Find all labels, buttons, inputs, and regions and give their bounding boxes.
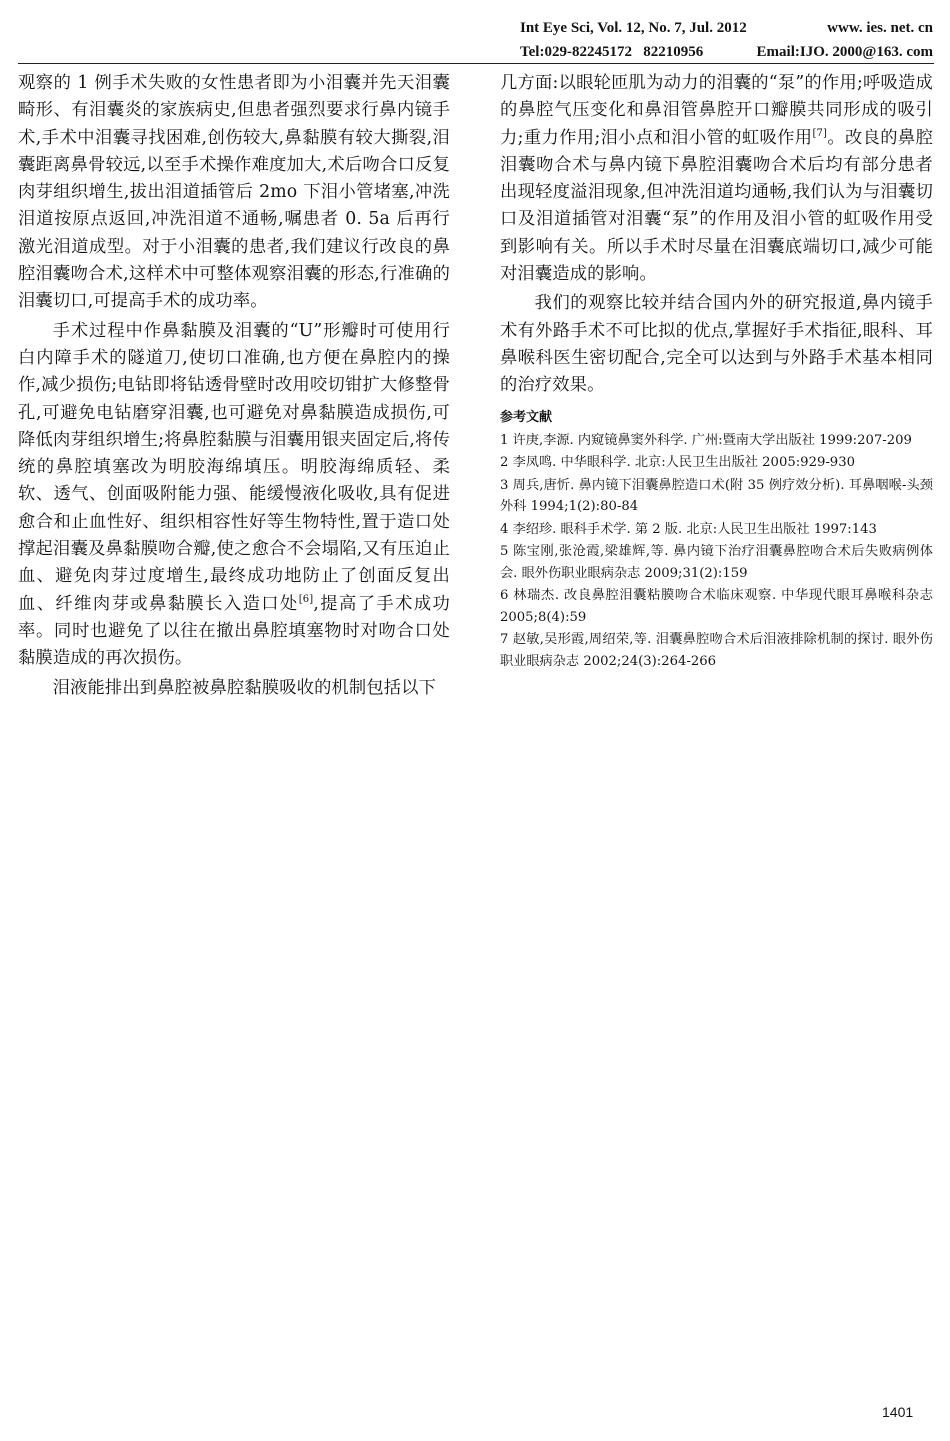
journal-citation: Int Eye Sci, Vol. 12, No. 7, Jul. 2012 <box>520 20 747 36</box>
journal-telephone: Tel:029-82245172 82210956 <box>520 44 704 60</box>
right-paragraph-1 <box>500 70 933 288</box>
journal-website: www. ies. net. cn <box>827 20 933 36</box>
right-column <box>500 70 933 673</box>
reference-item-5: 5 陈宝刚,张沧霞,梁雄辉,等. 鼻内镜下治疗泪囊鼻腔吻合术后失败病例体会. 眼外伤职业眼病杂志 2009;31(2):159 <box>500 544 933 581</box>
reference-item-6: 6 林瑞杰. 改良鼻腔泪囊粘膜吻合术临床观察. 中华现代眼耳鼻喉科杂志 2005;8(4):59 <box>500 588 933 625</box>
left-paragraph-2-tail: ,提高了手术成功率。同时也避免了以往在撤出鼻腔填塞物时对吻合口处黏膜造成的再次损伤。 <box>18 593 450 669</box>
running-header <box>520 16 933 64</box>
header-line-contact <box>520 40 933 64</box>
references-heading: 参考文献 <box>500 409 553 425</box>
left-paragraph-2 <box>18 318 450 673</box>
header-divider <box>18 63 934 64</box>
left-paragraph-2-text: 手术过程中作鼻黏膜及泪囊的“U”形瓣时可使用行白内障手术的隧道刀,使切口准确,也方便在鼻腔内的操作,减少损伤;电钻即将钻透骨壁时改用咬切钳扩大修整骨孔,可避免电钻磨穿泪囊,也可避免对鼻黏膜造成损伤,可降低肉芽组织增生;将鼻腔黏膜与泪囊用银夹固定后,将传统的鼻腔填塞改为明胶海绵填压。明胶海绵质轻、柔软、透气、创面吸附能力强、能缓慢液化吸收,具有促进愈合和止血性好、组织相容性好等生物特性,置于造口处撑起泪囊及鼻黏膜吻合瓣,使之愈合不会塌陷,又有压迫止血、避免肉芽过度增生,最终成功地防止了创面反复出血、纤维肉芽或鼻黏膜长入造口处 <box>18 320 450 614</box>
citation-7: [7] <box>812 127 828 139</box>
reference-item-3: 3 周兵,唐忻. 鼻内镜下泪囊鼻腔造口术(附 35 例疗效分析). 耳鼻咽喉-头颈外科 1994;1(2):80-84 <box>500 477 933 515</box>
references-list <box>500 430 933 673</box>
citation-6: [6] <box>298 593 314 605</box>
journal-email: Email:IJO. 2000@163. com <box>756 44 933 60</box>
header-line-journal <box>520 16 933 40</box>
reference-item-2: 2 李凤鸣. 中华眼科学. 北京:人民卫生出版社 2005:929-930 <box>500 455 855 471</box>
right-paragraph-1-text: 几方面:以眼轮匝肌为动力的泪囊的“泵”的作用;呼吸造成的鼻腔气压变化和鼻泪管鼻腔开口瓣膜共同形成的吸引力;重力作用;泪小点和泪小管的虹吸作用 <box>500 73 933 148</box>
left-paragraph-3: 泪液能排出到鼻腔被鼻腔黏膜吸收的机制包括以下 <box>52 677 437 698</box>
right-paragraph-2: 我们的观察比较并结合国内外的研究报道,鼻内镜手术有外路手术不可比拟的优点,掌握好手术指征,眼科、耳鼻喉科医生密切配合,完全可以达到与外路手术基本相同的治疗效果。 <box>500 293 933 396</box>
reference-item-4: 4 李绍珍. 眼科手术学. 第 2 版. 北京:人民卫生出版社 1997:143 <box>500 521 877 537</box>
left-paragraph-1: 观察的 1 例手术失败的女性患者即为小泪囊并先天泪囊畸形、有泪囊炎的家族病史,但患者强烈要求行鼻内镜手术,手术中泪囊寻找困难,创伤较大,鼻黏膜有较大撕裂,泪囊距离鼻骨较远,以至手术操作难度加大,术后吻合口反复肉芽组织增生,拔出泪道插管后 2mo 下泪小管堵塞,冲洗泪道按原点返回,冲洗泪道不通畅,嘱患者 0. 5a 后再行激光泪道成型。对于小泪囊的患者,我们建议行改良的鼻腔泪囊吻合术,这样术中可整体观察泪囊的形态,行准确的泪囊切口,可提高手术的成功率。 <box>18 73 450 312</box>
reference-item-7: 7 赵敏,吴形霞,周绍荣,等. 泪囊鼻腔吻合术后泪液排除机制的探讨. 眼外伤职业眼病杂志 2002;24(3):264-266 <box>500 632 933 669</box>
left-column <box>18 70 450 702</box>
page-number: 1401 <box>882 1404 914 1420</box>
right-paragraph-1-tail: 。改良的鼻腔泪囊吻合术与鼻内镜下鼻腔泪囊吻合术后均有部分患者出现轻度溢泪现象,但冲洗泪道均通畅,我们认为与泪囊切口及泪道插管对泪囊“泵”的作用及泪小管的虹吸作用受到影响有关。所以手术时尽量在泪囊底端切口,减少可能对泪囊造成的影响。 <box>500 127 934 285</box>
reference-item-1: 1 许庚,李源. 内窥镜鼻窦外科学. 广州:暨南大学出版社 1999:207-209 <box>500 432 912 448</box>
